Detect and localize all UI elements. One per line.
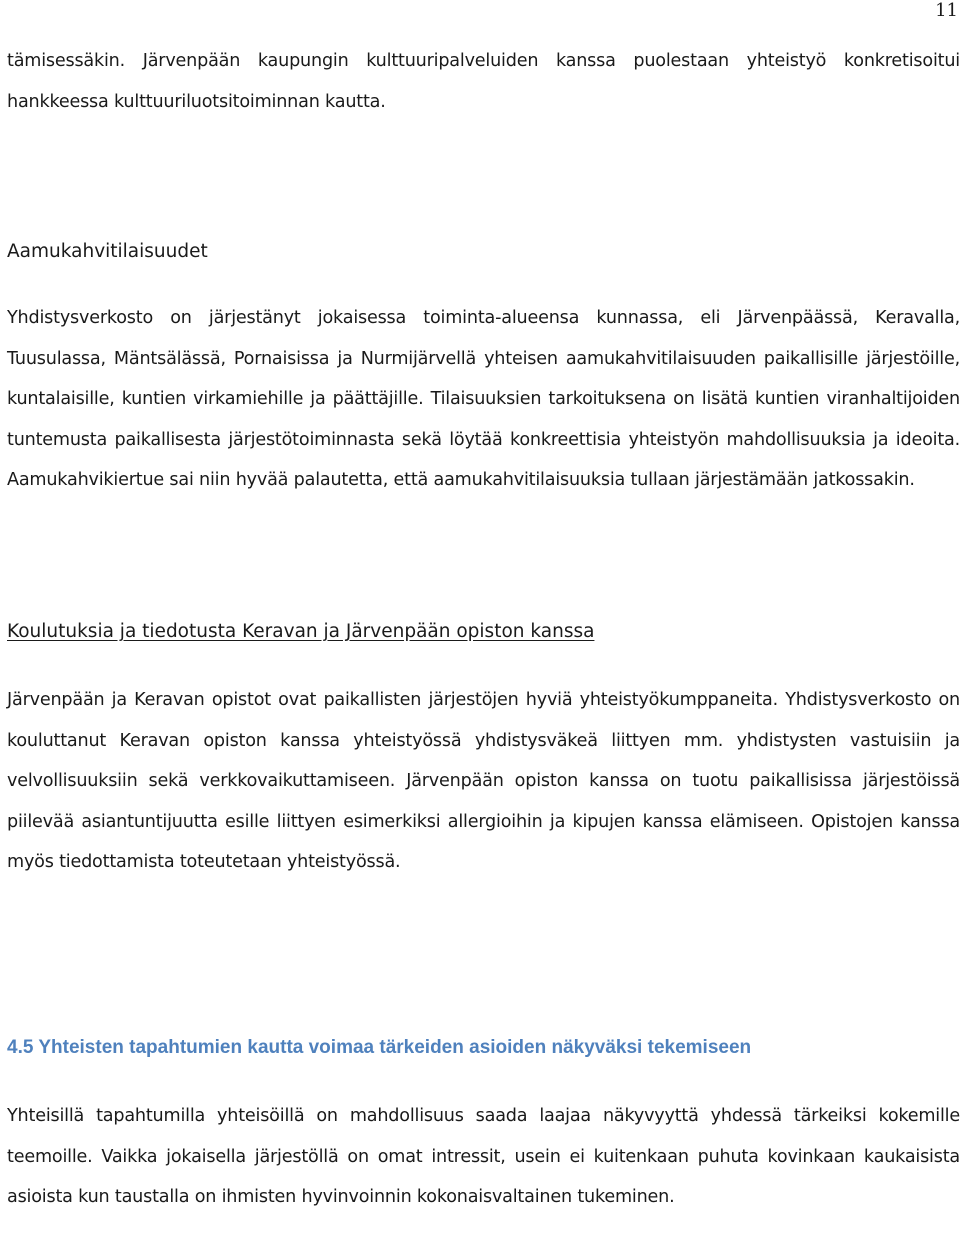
section-heading-4-5: 4.5 Yhteisten tapahtumien kautta voimaa tärkeiden asioiden näkyväksi tekemiseen — [7, 1037, 752, 1058]
intro-paragraph: tämisessäkin. Järvenpään kaupungin kulttuuripalveluiden kanssa puolestaan yhteistyö konkretisoitui hankkeessa kulttuuriluotsitoiminnan kautta. — [7, 51, 960, 112]
paragraph-koulutuksia: Järvenpään ja Keravan opistot ovat paikallisten järjestöjen hyviä yhteistyökumppaneita. Yhdistysverkosto on kouluttanut Keravan opiston kanssa yhteistyössä yhdistysväkeä liittyen mm. yhdistysten vastuisiin ja velvollisuuksiin sekä verkkovaikuttamiseen. Järvenpään opiston kanssa on tuotu paikallisissa järjestöissä piilevää asiantuntijuutta esille liittyen esimerkiksi allergioihin ja kipujen kanssa elämiseen. Opistojen kanssa myös tiedottamista toteutetaan yhteistyössä. — [7, 690, 960, 872]
page-number: 11 — [935, 0, 958, 21]
heading-koulutuksia: Koulutuksia ja tiedotusta Keravan ja Järvenpään opiston kanssa — [7, 621, 595, 642]
heading-aamukahvitilaisuudet: Aamukahvitilaisuudet — [7, 241, 208, 262]
paragraph-yhteiset-tapahtumat: Yhteisillä tapahtumilla yhteisöillä on mahdollisuus saada laajaa näkyvyyttä yhdessä tärkeiksi kokemille teemoille. Vaikka jokaisella järjestöllä on omat intressit, usein ei kuitenkaan puhuta kovinkaan kaukaisista asioista kun taustalla on ihmisten hyvinvoinnin kokonaisvaltainen tukeminen. — [7, 1106, 960, 1207]
paragraph-aamukahvitilaisuudet: Yhdistysverkosto on järjestänyt jokaisessa toiminta-alueensa kunnassa, eli Järvenpäässä, Keravalla, Tuusulassa, Mäntsälässä, Pornaisissa ja Nurmijärvellä yhteisen aamukahvitilaisuuden paikallisille järjestöille, kuntalaisille, kuntien virkamiehille ja päättäjille. Tilaisuuksien tarkoituksena on lisätä kuntien viranhaltijoiden tuntemusta paikallisesta järjestötoiminnasta sekä löytää konkreettisia yhteistyön mahdollisuuksia ja ideoita. Aamukahvikiertue sai niin hyvää palautetta, että aamukahvitilaisuuksia tullaan järjestämään jatkossakin. — [7, 308, 960, 490]
